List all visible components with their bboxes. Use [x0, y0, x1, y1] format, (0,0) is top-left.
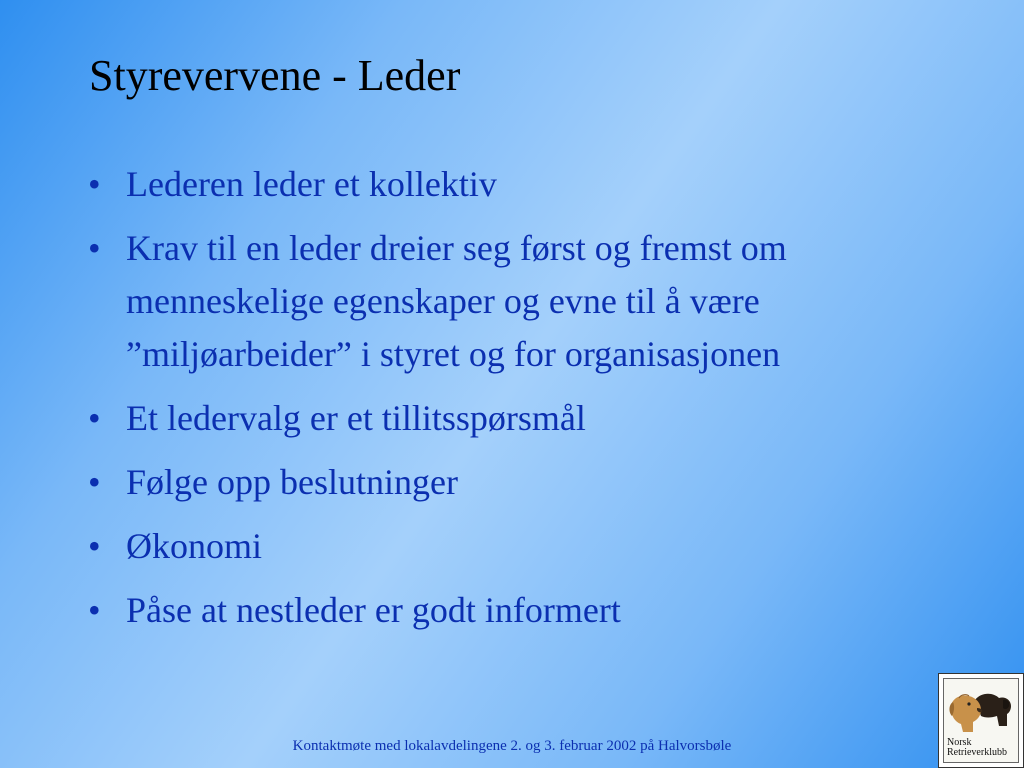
bullet-text: Påse at nestleder er godt informert	[126, 590, 621, 630]
logo-label-line2: Retrieverklubb	[947, 747, 1007, 758]
bullet-list	[88, 158, 918, 648]
bullet-marker: •	[88, 590, 101, 630]
bullet-marker: •	[88, 398, 101, 438]
bullet-text: Lederen leder et kollektiv	[126, 164, 497, 204]
bullet-item	[88, 520, 918, 573]
bullet-marker: •	[88, 228, 101, 268]
bullet-text: Følge opp beslutninger	[126, 462, 458, 502]
slide-title: Styrevervene - Leder	[89, 51, 461, 100]
bullet-item	[88, 222, 918, 381]
bullet-item	[88, 158, 918, 211]
bullet-item	[88, 456, 918, 509]
slide-footer: Kontaktmøte med lokalavdelingene 2. og 3. februar 2002 på Halvorsbøle	[292, 738, 732, 754]
bullet-text: Et ledervalg er et tillitsspørsmål	[126, 398, 586, 438]
bullet-text: Økonomi	[126, 526, 263, 566]
bullet-text: Krav til en leder dreier seg først og fremst om menneskelige egenskaper og evne til å være ”miljøarbeider” i styret og for organisasjonen	[126, 228, 787, 374]
logo-label-line1: Norsk	[947, 737, 972, 748]
bullet-marker: •	[88, 462, 101, 502]
bullet-item	[88, 584, 918, 637]
bullet-item	[88, 392, 918, 445]
logo-label	[947, 738, 1019, 758]
retriever-dogs-icon	[945, 686, 1019, 734]
bullet-marker: •	[88, 526, 101, 566]
club-logo	[938, 673, 1024, 768]
bullet-marker: •	[88, 164, 101, 204]
